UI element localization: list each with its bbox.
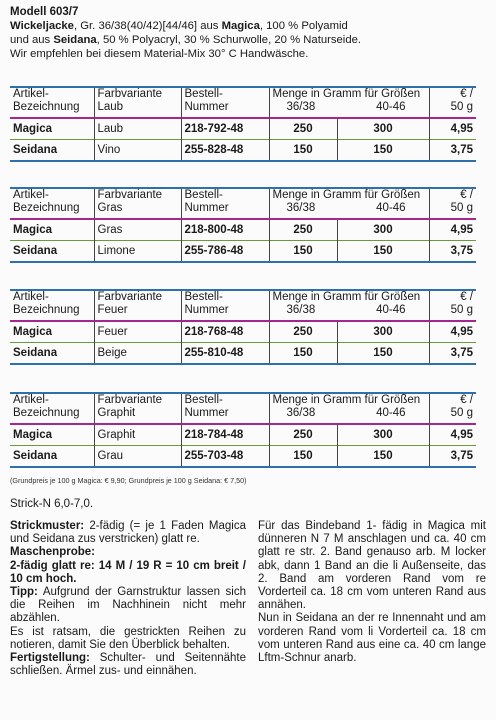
col-price: € / 50 g xyxy=(429,290,476,321)
col-order: Bestell- Nummer xyxy=(181,393,269,424)
fertigstellung-paragraph: Fertigstellung: Schulter- und Seitennähte schließen. Ärmel zus- und einnähen. xyxy=(10,652,246,678)
table-row: Magica Gras 218-800-48 250 300 4,95 xyxy=(10,219,476,241)
yarn-magica: Magica xyxy=(221,20,260,32)
col-price: € / 50 g xyxy=(429,393,476,424)
table-row: Seidana Vino 255-828-48 150 150 3,75 xyxy=(10,140,476,162)
material-table-2 xyxy=(10,187,476,263)
and-text: und aus xyxy=(10,34,54,46)
needle-size: Strick-N 6,0-7,0. xyxy=(10,498,94,510)
col-quantity: Menge in Gramm für Größen 36/38 40-46 xyxy=(269,87,429,118)
col-article: Artikel- Bezeichnung xyxy=(13,189,80,214)
col-order: Bestell- Nummer xyxy=(181,290,269,321)
table-header-row xyxy=(10,290,476,321)
col-price: € / 50 g xyxy=(429,188,476,219)
col-color: Farbvariante Feuer xyxy=(94,290,181,321)
col-article: Artikel- Bezeichnung xyxy=(13,291,80,316)
seidana-paragraph: Nun in Seidana an der re Innennaht und am vorderen Rand vom li Vorderteil ca. 18 cm vom unteren Rand aus eine ca. 40 cm lange Lftm-Schnur anarb. xyxy=(258,612,486,665)
bindeband-paragraph: Für das Bindeband 1- fädig in Magica mit dünneren N 7 M anschlagen und ca. 40 cm glatt re str. 2. Band genauso arb. M locker abk, dann 1 Band an die li Außenseite, das 2. Band am vorderen Rand vom re Vorderteil ca. 18 cm vom unteren Rand aus annähen. xyxy=(258,520,486,612)
instructions-right-column xyxy=(258,520,486,665)
model-number: Modell 603/7 xyxy=(10,6,79,18)
col-price: € / 50 g xyxy=(429,87,476,118)
wash-recommendation: Wir empfehlen bei diesem Material-Mix 30° C Handwäsche. xyxy=(10,48,309,60)
garment-name: Wickeljacke xyxy=(10,20,74,32)
table-row: Magica Laub 218-792-48 250 300 4,95 xyxy=(10,118,476,140)
yarn-seidana: Seidana xyxy=(53,34,97,46)
material-table-1 xyxy=(10,86,476,162)
magica-composition: , 100 % Polyamid xyxy=(259,20,348,32)
col-article: Artikel- Bezeichnung xyxy=(13,88,80,113)
table-row: Seidana Beige 255-810-48 150 150 3,75 xyxy=(10,343,476,365)
strickmuster-paragraph: Strickmuster: 2-fädig (= je 1 Faden Magica und Seidana zus verstricken) glatt re. xyxy=(10,520,246,546)
maschenprobe-value: 2-fädig glatt re: 14 M / 19 R = 10 cm breit / 10 cm hoch. xyxy=(10,559,246,585)
header-line-1 xyxy=(10,19,490,33)
col-color: Farbvariante Graphit xyxy=(94,393,181,424)
col-quantity: Menge in Gramm für Größen 36/38 40-46 xyxy=(269,393,429,424)
table-header-row xyxy=(10,393,476,424)
price-footnote: (Grundpreis je 100 g Magica: € 9,90; Grundpreis je 100 g Seidana: € 7,50) xyxy=(10,476,247,485)
table-row: Seidana Limone 255-786-48 150 150 3,75 xyxy=(10,241,476,263)
maschenprobe-label: Maschenprobe: xyxy=(10,546,95,559)
col-order: Bestell- Nummer xyxy=(181,87,269,118)
col-article: Artikel- Bezeichnung xyxy=(13,394,80,419)
table-row: Magica Feuer 218-768-48 250 300 4,95 xyxy=(10,321,476,343)
pattern-header xyxy=(10,5,490,61)
table-row: Magica Graphit 218-784-48 250 300 4,95 xyxy=(10,424,476,446)
material-table-3 xyxy=(10,289,476,365)
col-quantity: Menge in Gramm für Größen 36/38 40-46 xyxy=(269,290,429,321)
ratsam-paragraph: Es ist ratsam, die gestrickten Reihen zu notieren, damit Sie den Überblick behalten. xyxy=(10,625,246,651)
table-row: Seidana Grau 255-703-48 150 150 3,75 xyxy=(10,446,476,468)
col-color: Farbvariante Gras xyxy=(94,188,181,219)
table-header-row xyxy=(10,87,476,118)
tipp-paragraph: Tipp: Aufgrund der Garnstruktur lassen sich die Reihen im Nachhinein nicht mehr abzählen. xyxy=(10,586,246,625)
material-table-4 xyxy=(10,392,476,468)
col-quantity: Menge in Gramm für Größen 36/38 40-46 xyxy=(269,188,429,219)
size-text: , Gr. 36/38(40/42)[44/46] aus xyxy=(73,20,222,32)
col-order: Bestell- Nummer xyxy=(181,188,269,219)
header-line-2 xyxy=(10,33,490,47)
table-header-row xyxy=(10,188,476,219)
col-color: Farbvariante Laub xyxy=(94,87,181,118)
seidana-composition: , 50 % Polyacryl, 30 % Schurwolle, 20 % Naturseide. xyxy=(96,34,362,46)
instructions-left-column xyxy=(10,520,246,678)
